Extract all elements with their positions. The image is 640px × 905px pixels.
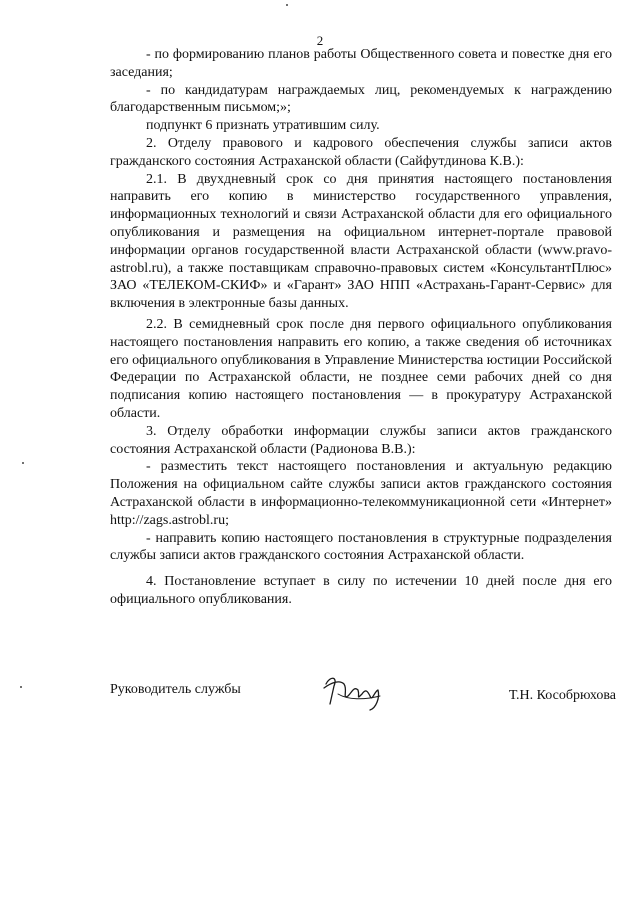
paragraph-publish-site: - разместить текст настоящего постановления и актуальную редакцию Положения на официальном сайте службы записи актов гражданского состояния Астраханской области в информационно-телекоммуникационной сети «Интернет» http://zags.astrobl.ru; (110, 459, 612, 528)
paragraph-awards: - по кандидатурам награждаемых лиц, рекомендуемых к награждению благодарственным письмом;»; (110, 82, 612, 116)
scan-speck (22, 462, 24, 464)
signature-block (110, 676, 616, 726)
position-title: Руководитель службы (110, 682, 241, 697)
page-number: 2 (316, 33, 324, 48)
paragraph-item-2: 2. Отделу правового и кадрового обеспечения службы записи актов гражданского состояния Астраханской области (Сайфутдинова К.В.): (110, 135, 612, 169)
paragraph-item-3: 3. Отделу обработки информации службы записи актов гражданского состояния Астраханской области (Радионова В.В.): (110, 423, 612, 457)
scan-speck (286, 4, 288, 6)
paragraph-planning: - по формированию планов работы Общественного совета и повестке дня его заседания; (110, 47, 612, 80)
scan-speck (20, 686, 22, 688)
paragraph-send-copy: - направить копию настоящего постановления в структурные подразделения службы записи актов гражданского состояния Астраханской области. (110, 530, 612, 564)
paragraph-subclause-6: подпункт 6 признать утратившим силу. (146, 118, 380, 134)
document-body (110, 46, 612, 609)
paragraph-item-4: 4. Постановление вступает в силу по истечении 10 дней после дня его официального опубликования. (110, 574, 612, 607)
signer-name: Т.Н. Кособрюхова (508, 688, 616, 703)
paragraph-item-2-2: 2.2. В семидневный срок после дня первого официального опубликования настоящего постановления направить его копию, а также сведения об источниках его официального опубликования в Управление Министерства юстиции Российской Федерации по Астраханской области, не позднее семи рабочих дней со дня подписания копию настоящего постановления — в прокуратуру Астраханской области. (110, 316, 612, 421)
handwritten-signature (318, 670, 388, 714)
paragraph-item-2-1: 2.1. В двухдневный срок со дня принятия настоящего постановления направить его копию в министерство государственного управления, информационных технологий и связи Астраханской области для его официального опубликования и размещения на официальном интернет-портале правовой информации органов государственной власти Астраханской области (www.pravo-astrobl.ru), а также поставщикам справочно-правовых систем «КонсультантПлюс» ЗАО «ТЕЛЕКОМ-СКИФ» и «Гарант» ЗАО НПП «Астрахань-Гарант-Сервис» для включения в электронные базы данных. (110, 171, 612, 312)
